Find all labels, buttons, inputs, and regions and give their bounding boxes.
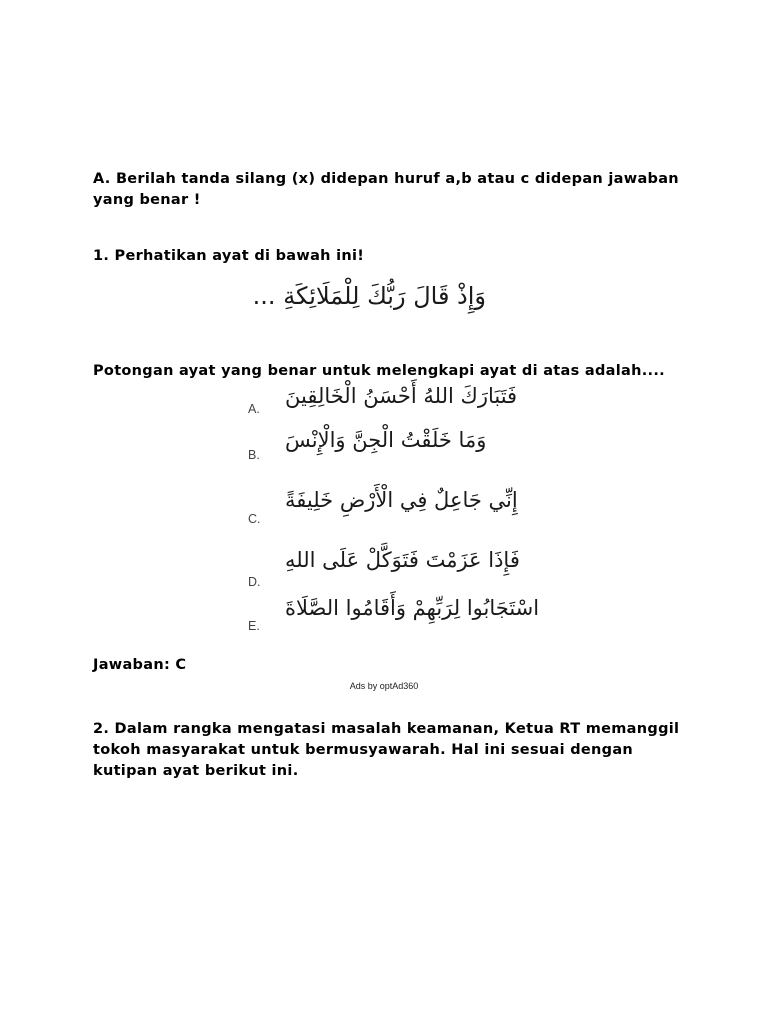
option-b-arabic: وَمَا خَلَقْتُ الْجِنَّ وَالْإِنْسَ (285, 428, 487, 452)
option-d-letter: D. (248, 575, 261, 589)
option-d-arabic: فَإِذَا عَزَمْتَ فَتَوَكَّلْ عَلَى اللهِ (285, 548, 520, 572)
question-1-prompt: 1. Perhatikan ayat di bawah ini! (93, 248, 365, 264)
option-a-arabic: فَتَبَارَكَ اللهُ أَحْسَنُ الْخَالِقِينَ (285, 384, 518, 408)
option-a-letter: A. (248, 402, 260, 416)
option-b-letter: B. (248, 448, 260, 462)
instruction-text: A. Berilah tanda silang (x) didepan huruf a,b atau c didepan jawaban yang benar ! (93, 171, 679, 208)
question-1-answer: Jawaban: C (93, 657, 187, 673)
option-e-arabic: اسْتَجَابُوا لِرَبِّهِمْ وَأَقَامُوا الصَّلَاةَ (285, 596, 540, 620)
option-c-arabic: إِنِّي جَاعِلٌ فِي الْأَرْضِ خَلِيفَةً (285, 488, 518, 512)
question-1-text: Potongan ayat yang benar untuk melengkapi ayat di atas adalah.... (93, 363, 665, 379)
question-2-text: 2. Dalam rangka mengatasi masalah keamanan, Ketua RT memanggil tokoh masyarakat untuk bermusyawarah. Hal ini sesuai dengan kutipan ayat berikut ini. (93, 721, 680, 779)
quran-verse: وَإِذْ قَالَ رَبُّكَ لِلْمَلَائِكَةِ ... (252, 282, 486, 310)
option-e-letter: E. (248, 619, 260, 633)
option-c-letter: C. (248, 512, 261, 526)
ads-label[interactable]: Ads by optAd360 (349, 681, 419, 691)
